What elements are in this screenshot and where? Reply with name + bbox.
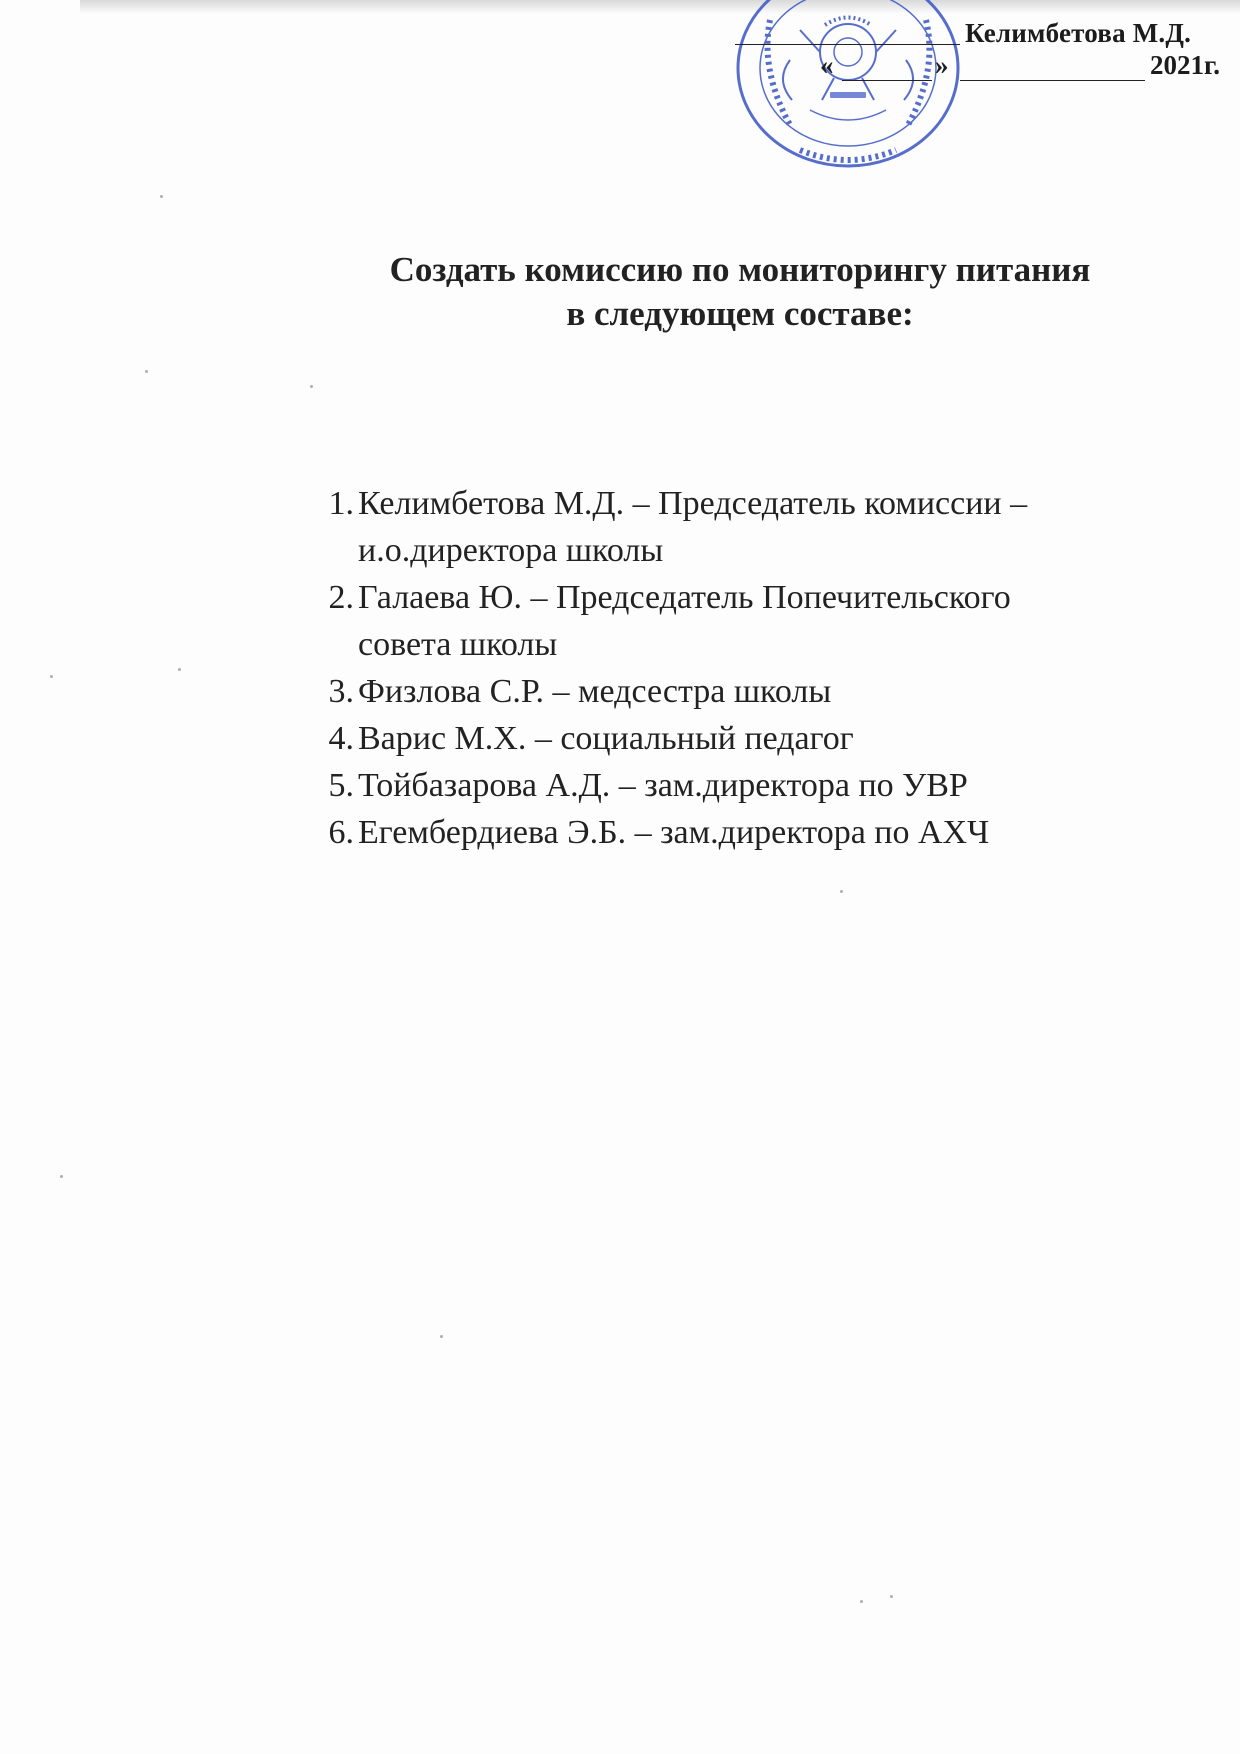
- list-item-text: Тойбазарова А.Д. – зам.директора по УВР: [358, 767, 968, 804]
- list-item-number: 6.: [328, 814, 354, 851]
- scan-speck: [860, 1600, 863, 1603]
- scan-speck: [890, 1595, 893, 1598]
- list-item-text: Варис М.Х. – социальный педагог: [358, 720, 854, 757]
- scan-speck: [310, 385, 313, 388]
- signature-line: [735, 44, 960, 45]
- scan-speck: [50, 675, 53, 678]
- commission-members-list: [310, 480, 1190, 856]
- scan-edge-shadow: [80, 0, 1240, 14]
- list-item: [310, 480, 1190, 574]
- title-line-1: Создать комиссию по мониторингу питания: [389, 250, 1091, 289]
- scan-speck: [178, 668, 181, 671]
- date-month-blank: [960, 80, 1145, 81]
- list-item-text: Физлова С.Р. – медсестра школы: [358, 673, 832, 710]
- list-item-number: 1.: [328, 485, 354, 522]
- list-item: [310, 574, 1190, 668]
- list-item: [310, 715, 1190, 762]
- scan-speck: [840, 890, 843, 893]
- list-item-text: Галаева Ю. – Председатель Попечительского совета школы: [358, 579, 1011, 663]
- scan-speck: [60, 1175, 63, 1178]
- list-item-text: Егембердиева Э.Б. – зам.директора по АХЧ: [358, 814, 990, 851]
- scan-speck: [145, 370, 148, 373]
- list-item-number: 5.: [328, 767, 354, 804]
- list-item-number: 4.: [328, 720, 354, 757]
- scan-speck: [160, 195, 163, 198]
- date-year: 2021г.: [1150, 50, 1220, 80]
- official-stamp-icon: [730, 0, 980, 175]
- list-item: [310, 668, 1190, 715]
- scan-speck: [440, 1335, 443, 1338]
- list-item-number: 3.: [328, 673, 354, 710]
- list-item-number: 2.: [328, 579, 354, 616]
- title-line-2: в следующем составе:: [566, 294, 914, 333]
- date-day-blank: [842, 80, 932, 81]
- date-quote-open: «: [820, 50, 834, 80]
- list-item-text: Келимбетова М.Д. – Председатель комиссии – и.о.директора школы: [358, 485, 1028, 569]
- list-item: [310, 809, 1190, 856]
- date-quote-close: »: [935, 50, 949, 80]
- document-title: [300, 248, 1180, 336]
- list-item: [310, 762, 1190, 809]
- approver-name: Келимбетова М.Д.: [965, 18, 1192, 48]
